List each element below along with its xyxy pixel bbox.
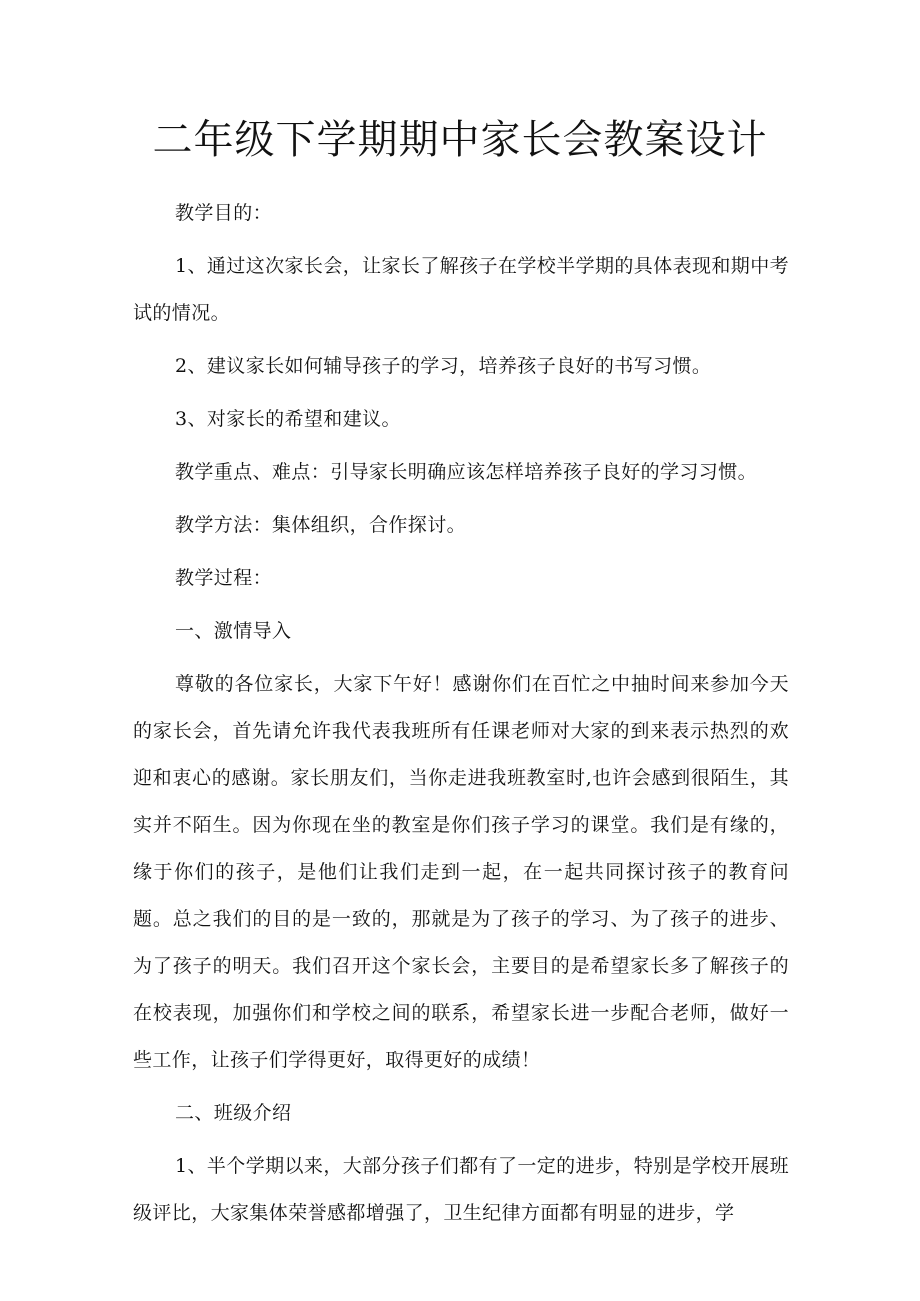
paragraph-key-points: 教学重点、难点：引导家长明确应该怎样培养孩子良好的学习习惯。 (175, 461, 758, 483)
paragraph-teaching-method: 教学方法：集体组织，合作探讨。 (175, 514, 467, 536)
paragraph-welcome-speech: 尊敬的各位家长，大家下午好！感谢你们在百忙之中抽时间来参加今天的家长会，首先请允许我代表我班所有任课老师对大家的到来表示热烈的欢迎和衷心的感谢。家长朋友们，当你走进我班教室时,也许会感到很陌生，其实并不陌生。因为你现在坐的教室是你们孩子学习的课堂。我们是有缘的，缘于你们的孩子，是他们让我们走到一起，在一起共同探讨孩子的教育问题。总之我们的目的是一致的，那就是为了孩子的学习、为了孩子的进步、为了孩子的明天。我们召开这个家长会，主要目的是希望家长多了解孩子的在校表现，加强你们和学校之间的联系，希望家长进一步配合老师，做好一些工作，让孩子们学得更好，取得更好的成绩！ (133, 673, 789, 1071)
document-title: 二年级下学期期中家长会教案设计 (152, 117, 768, 163)
paragraph-class-progress: 1、半个学期以来，大部分孩子们都有了一定的进步，特别是学校开展班级评比，大家集体荣誉感都增强了，卫生纪律方面都有明显的进步，学 (133, 1155, 789, 1224)
paragraph-objective-2: 2、建议家长如何辅导孩子的学习，培养孩子良好的书写习惯。 (175, 355, 712, 377)
paragraph-teaching-process-heading: 教学过程： (175, 567, 273, 589)
paragraph-objective-1: 1、通过这次家长会，让家长了解孩子在学校半学期的具体表现和期中考试的情况。 (133, 255, 789, 324)
document-body (133, 190, 789, 1237)
paragraph-teaching-objective-heading: 教学目的： (175, 202, 273, 224)
section-heading-class-introduction: 二、班级介绍 (175, 1102, 292, 1124)
paragraph-objective-3: 3、对家长的希望和建议。 (175, 408, 401, 430)
section-heading-introduction: 一、激情导入 (175, 620, 292, 642)
